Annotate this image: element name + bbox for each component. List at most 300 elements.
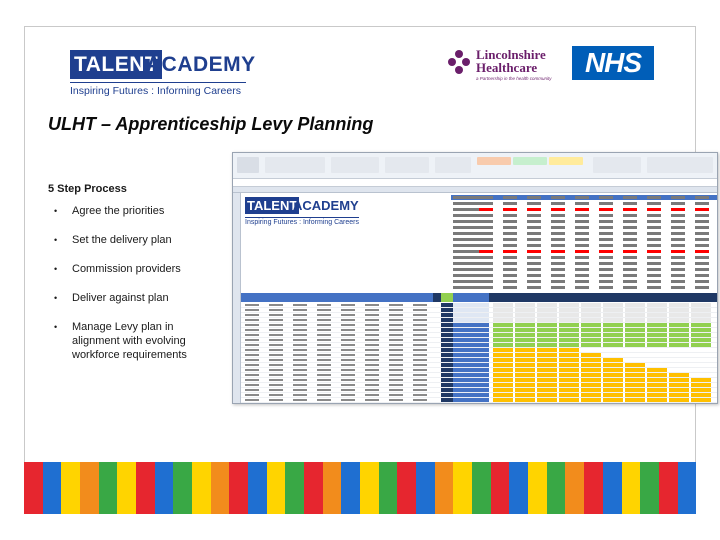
table-cell [245, 369, 259, 371]
table-cell [413, 374, 427, 376]
table-cell [441, 353, 453, 357]
nhs-logo: NHS [572, 46, 654, 80]
table-cell [365, 329, 379, 331]
table-cell [559, 348, 579, 352]
table-cell [269, 344, 283, 346]
table-cell [581, 378, 601, 382]
summary-cell [623, 268, 637, 271]
summary-cell [599, 202, 613, 205]
table-cell [341, 384, 355, 386]
table-cell [389, 394, 403, 396]
table-cell [537, 313, 557, 317]
summary-cell [551, 262, 565, 265]
slide-title: ULHT – Apprenticeship Levy Planning [48, 114, 374, 134]
table-cell [245, 364, 259, 366]
summary-row [451, 207, 718, 212]
table-cell [317, 399, 331, 401]
table-cell [441, 388, 453, 392]
summary-cell [503, 262, 517, 265]
table-cell [245, 339, 259, 341]
table-cell [669, 383, 689, 387]
table-cell [603, 303, 623, 307]
bullet-icon: • [54, 293, 58, 303]
table-cell [293, 359, 307, 361]
summary-row [451, 285, 718, 290]
summary-cell [647, 274, 661, 277]
table-cell [453, 318, 489, 322]
table-cell [603, 363, 623, 367]
table-cell [691, 358, 711, 362]
summary-row [451, 213, 718, 218]
summary-cell [503, 202, 517, 205]
summary-cell [527, 214, 541, 217]
summary-cell [695, 268, 709, 271]
table-cell [603, 308, 623, 312]
table-cell [559, 363, 579, 367]
bullet-icon: • [54, 235, 58, 245]
table-cell [293, 319, 307, 321]
table-cell [365, 314, 379, 316]
table-cell [559, 338, 579, 342]
table-cell [269, 379, 283, 381]
table-cell [537, 308, 557, 312]
colour-stripe [80, 462, 99, 514]
summary-row [451, 249, 718, 254]
table-cell [493, 318, 513, 322]
summary-cell [551, 214, 565, 217]
colour-stripe [659, 462, 678, 514]
table-cell [603, 348, 623, 352]
table-cell [389, 354, 403, 356]
table-cell [581, 393, 601, 397]
table-cell [603, 323, 623, 327]
summary-cell [527, 256, 541, 259]
table-cell [245, 359, 259, 361]
table-cell [691, 393, 711, 397]
summary-cell [623, 202, 637, 205]
summary-cell [551, 250, 565, 253]
table-cell [581, 343, 601, 347]
table-cell [669, 348, 689, 352]
table-cell [493, 388, 513, 392]
summary-cell [623, 250, 637, 253]
process-step [48, 320, 218, 362]
summary-cell [551, 268, 565, 271]
summary-cell [695, 202, 709, 205]
table-cell [365, 364, 379, 366]
summary-cell [503, 280, 517, 283]
table-cell [581, 323, 601, 327]
summary-cell [527, 208, 541, 211]
table-cell [269, 374, 283, 376]
table-cell [515, 328, 535, 332]
summary-cell [647, 262, 661, 265]
summary-cell [503, 226, 517, 229]
table-cell [293, 399, 307, 401]
table-cell [453, 388, 489, 392]
summary-cell [671, 286, 685, 289]
summary-cell [671, 214, 685, 217]
summary-cell [527, 286, 541, 289]
table-cell [341, 364, 355, 366]
summary-cell [695, 214, 709, 217]
table-cell [245, 309, 259, 311]
table-cell [559, 398, 579, 402]
table-cell [453, 368, 489, 372]
step-text: Set the delivery plan [72, 234, 172, 246]
table-cell [389, 359, 403, 361]
table-cell [669, 338, 689, 342]
table-cell [669, 323, 689, 327]
table-cell [625, 343, 645, 347]
table-cell [441, 313, 453, 317]
table-cell [537, 333, 557, 337]
table-cell [453, 363, 489, 367]
table-cell [669, 353, 689, 357]
table-cell [365, 319, 379, 321]
table-cell [581, 303, 601, 307]
summary-cell [671, 226, 685, 229]
table-cell [413, 324, 427, 326]
table-cell [413, 319, 427, 321]
table-cell [245, 389, 259, 391]
summary-cell [671, 196, 685, 199]
table-cell [603, 373, 623, 377]
table-cell [341, 374, 355, 376]
step-text: Deliver against plan [72, 292, 169, 304]
table-cell [537, 373, 557, 377]
table-cell [441, 363, 453, 367]
summary-cell [695, 220, 709, 223]
table-cell [441, 398, 453, 402]
table-cell [647, 398, 667, 402]
table-cell [537, 328, 557, 332]
summary-row [451, 219, 718, 224]
table-cell [317, 349, 331, 351]
summary-cell [527, 196, 541, 199]
table-cell [559, 373, 579, 377]
table-cell [453, 333, 489, 337]
summary-cell [647, 220, 661, 223]
table-cell [441, 383, 453, 387]
table-cell [413, 399, 427, 401]
ribbon-style-bad [477, 157, 511, 165]
summary-row [451, 195, 718, 200]
table-cell [441, 368, 453, 372]
table-cell [269, 354, 283, 356]
table-cell [365, 379, 379, 381]
summary-cell [671, 238, 685, 241]
summary-cell [623, 214, 637, 217]
table-cell [269, 384, 283, 386]
table-cell [581, 368, 601, 372]
summary-cell [623, 286, 637, 289]
summary-cell [527, 220, 541, 223]
table-cell [515, 398, 535, 402]
embedded-logo-talent: TALENT [247, 198, 298, 213]
table-cell [317, 364, 331, 366]
column-headers [233, 187, 717, 193]
summary-cell [551, 208, 565, 211]
colour-stripe [173, 462, 192, 514]
colour-stripe [453, 462, 472, 514]
table-cell [691, 308, 711, 312]
summary-cell [575, 286, 589, 289]
table-cell [669, 343, 689, 347]
table-cell [603, 338, 623, 342]
table-cell [245, 374, 259, 376]
table-cell [559, 383, 579, 387]
table-cell [625, 358, 645, 362]
trust-name-line2: Healthcare [476, 60, 538, 75]
table-cell [269, 304, 283, 306]
table-cell [317, 324, 331, 326]
table-cell [691, 353, 711, 357]
table-cell [625, 333, 645, 337]
summary-cell [479, 286, 493, 289]
colour-stripe [117, 462, 136, 514]
summary-cell [695, 250, 709, 253]
table-cell [603, 328, 623, 332]
summary-cell [695, 280, 709, 283]
ribbon-font-group [265, 157, 325, 173]
summary-cell [551, 280, 565, 283]
table-cell [453, 398, 489, 402]
table-cell [625, 373, 645, 377]
table-cell [269, 319, 283, 321]
summary-cell [479, 238, 493, 241]
summary-cell [647, 202, 661, 205]
table-cell [559, 353, 579, 357]
table-cell [493, 303, 513, 307]
summary-cell [575, 244, 589, 247]
table-cell [691, 318, 711, 322]
summary-cell [623, 280, 637, 283]
table-cell [515, 358, 535, 362]
embedded-talent-academy-logo [245, 197, 375, 235]
table-cell [493, 393, 513, 397]
table-cell [269, 324, 283, 326]
table-cell [515, 388, 535, 392]
table-cell [537, 393, 557, 397]
ribbon-conditional-icon [435, 157, 471, 173]
summary-cell [551, 238, 565, 241]
table-cell [691, 303, 711, 307]
colour-stripe [435, 462, 454, 514]
summary-cell [623, 220, 637, 223]
colour-stripe [136, 462, 155, 514]
table-cell [453, 308, 489, 312]
trust-tagline: a Partnership in the health community [476, 76, 552, 81]
table-cell [559, 388, 579, 392]
table-cell [365, 389, 379, 391]
table-cell [365, 384, 379, 386]
table-cell [669, 373, 689, 377]
table-cell [341, 344, 355, 346]
table-cell [365, 324, 379, 326]
colour-stripe [229, 462, 248, 514]
table-cell [581, 363, 601, 367]
summary-cell [695, 274, 709, 277]
table-cell [493, 358, 513, 362]
table-cell [389, 344, 403, 346]
table-cell [669, 393, 689, 397]
step-text: Commission providers [72, 263, 181, 275]
table-cell [559, 368, 579, 372]
table-cell [647, 348, 667, 352]
table-cell [581, 318, 601, 322]
table-cell [493, 338, 513, 342]
summary-cell [599, 274, 613, 277]
summary-cell [479, 208, 493, 211]
summary-cell [551, 274, 565, 277]
summary-row [451, 267, 718, 272]
summary-cell [647, 256, 661, 259]
summary-cell [551, 196, 565, 199]
table-cell [493, 378, 513, 382]
table-cell [293, 344, 307, 346]
table-cell [453, 383, 489, 387]
summary-cell [479, 232, 493, 235]
table-cell [603, 318, 623, 322]
table-cell [453, 378, 489, 382]
colour-stripe [155, 462, 174, 514]
colour-stripe [323, 462, 342, 514]
table-cell [317, 334, 331, 336]
table-cell [603, 393, 623, 397]
table-cell [493, 348, 513, 352]
table-cell [669, 388, 689, 392]
summary-cell [671, 232, 685, 235]
table-cell [365, 369, 379, 371]
table-cell [515, 368, 535, 372]
colour-stripe [304, 462, 323, 514]
summary-cell [527, 226, 541, 229]
table-cell [581, 333, 601, 337]
summary-cell [575, 262, 589, 265]
summary-cell [551, 286, 565, 289]
colour-stripe [24, 462, 43, 514]
table-cell [603, 383, 623, 387]
table-cell [515, 373, 535, 377]
summary-cell [671, 250, 685, 253]
table-header-cell [433, 293, 441, 302]
bullet-icon: • [54, 264, 58, 274]
summary-cell [479, 214, 493, 217]
table-cell [559, 358, 579, 362]
summary-row [451, 237, 718, 242]
table-cell [317, 379, 331, 381]
table-cell [493, 328, 513, 332]
table-cell [625, 398, 645, 402]
colour-stripe [491, 462, 510, 514]
summary-cell [503, 256, 517, 259]
table-cell [293, 309, 307, 311]
table-cell [603, 353, 623, 357]
colour-stripe [565, 462, 584, 514]
table-cell [413, 334, 427, 336]
table-cell [581, 313, 601, 317]
summary-cell [671, 268, 685, 271]
summary-cell [599, 214, 613, 217]
ribbon-style-neutral [549, 157, 583, 165]
table-cell [317, 374, 331, 376]
ribbon-editing-group [647, 157, 713, 173]
table-cell [389, 384, 403, 386]
colour-stripe-band [24, 462, 696, 514]
summary-row [451, 261, 718, 266]
table-cell [389, 329, 403, 331]
table-cell [559, 303, 579, 307]
table-cell [441, 333, 453, 337]
colour-stripe [360, 462, 379, 514]
colour-stripe [61, 462, 80, 514]
table-cell [453, 323, 489, 327]
table-cell [625, 353, 645, 357]
table-cell [341, 324, 355, 326]
colour-stripe [379, 462, 398, 514]
summary-cell [599, 220, 613, 223]
table-cell [413, 369, 427, 371]
ribbon-style-good [513, 157, 547, 165]
summary-cell [599, 280, 613, 283]
table-cell [413, 394, 427, 396]
summary-cell [695, 256, 709, 259]
summary-cell [575, 226, 589, 229]
table-cell [625, 383, 645, 387]
table-cell [441, 348, 453, 352]
summary-cell [503, 214, 517, 217]
table-cell [625, 323, 645, 327]
summary-cell [671, 220, 685, 223]
colour-stripe [584, 462, 603, 514]
colour-stripe [397, 462, 416, 514]
summary-cell [695, 226, 709, 229]
table-cell [245, 354, 259, 356]
summary-cell [599, 262, 613, 265]
table-cell [691, 333, 711, 337]
table-cell [293, 384, 307, 386]
table-cell [669, 398, 689, 402]
table-cell [413, 384, 427, 386]
excel-ribbon [233, 153, 717, 179]
table-cell [413, 364, 427, 366]
table-cell [647, 393, 667, 397]
table-cell [625, 378, 645, 382]
summary-cell [575, 196, 589, 199]
colour-stripe [192, 462, 211, 514]
table-cell [691, 388, 711, 392]
table-cell [603, 313, 623, 317]
table-cell [603, 398, 623, 402]
table-cell [269, 369, 283, 371]
table-cell [537, 343, 557, 347]
summary-row [451, 255, 718, 260]
colour-stripe [622, 462, 641, 514]
table-cell [453, 313, 489, 317]
table-cell [625, 303, 645, 307]
summary-cell [575, 280, 589, 283]
summary-cell [503, 250, 517, 253]
table-cell [245, 394, 259, 396]
summary-cell [503, 274, 517, 277]
table-cell [269, 329, 283, 331]
logo-word-academy: ACADEMY [146, 53, 256, 76]
trust-name [476, 48, 546, 74]
table-cell [453, 353, 489, 357]
table-cell [647, 328, 667, 332]
colour-stripe [416, 462, 435, 514]
